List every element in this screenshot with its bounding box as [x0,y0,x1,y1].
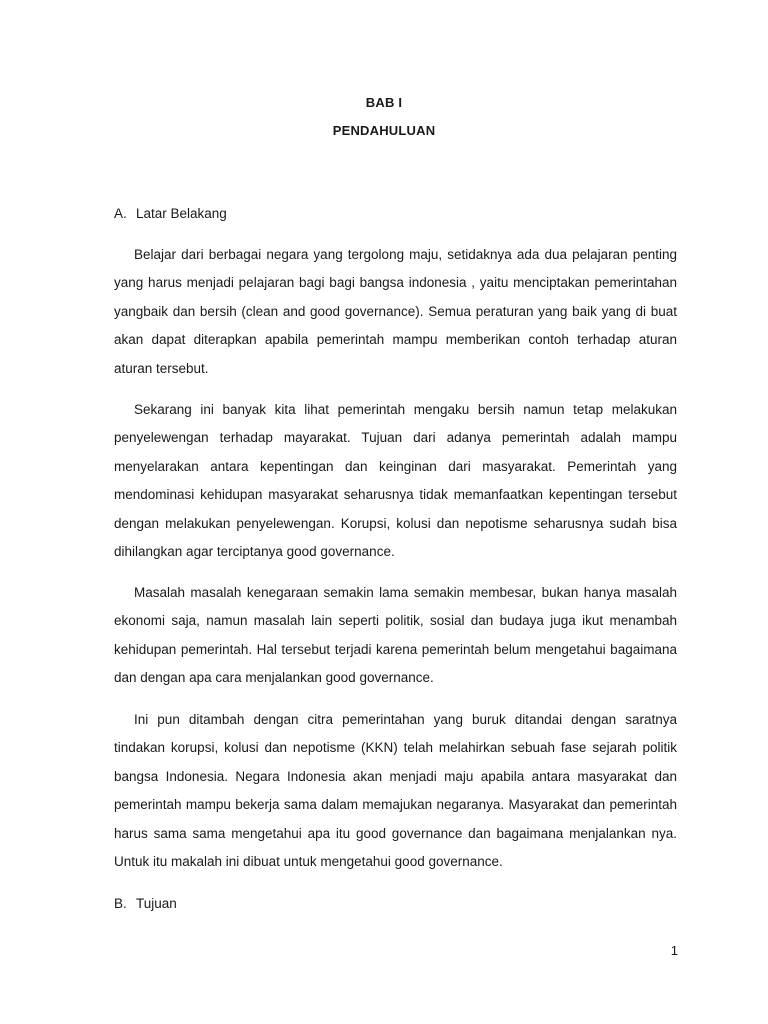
section-marker: B. [114,896,127,911]
chapter-number: BAB I [365,95,403,110]
section-marker: A. [114,206,127,221]
section-title: Latar Belakang [136,206,227,221]
section-heading-a [114,206,227,221]
paragraph: Sekarang ini banyak kita lihat pemerintah mengaku bersih namun tetap melakukan penyelewengan terhadap mayarakat. Tujuan dari adanya pemerintah adalah mampu menyelarakan antara kepentingan dan keinginan dari masyarakat. Pemerintah yang mendominasi kehidupan masyarakat seharusnya tidak memanfaatkan kepentingan tersebut dengan melakukan penyelewengan. Korupsi, kolusi dan nepotisme seharusnya sudah bisa dihilangkan agar terciptanya good governance. [114,402,677,560]
page-number: 1 [670,943,678,958]
paragraph: Masalah masalah kenegaraan semakin lama semakin membesar, bukan hanya masalah ekonomi saja, namun masalah lain seperti politik, sosial dan budaya juga ikut menambah kehidupan pemerintah. Hal tersebut terjadi karena pemerintah belum mengetahui bagaimana dan dengan apa cara menjalankan good governance. [114,585,677,686]
chapter-title: PENDAHULUAN [332,123,436,138]
section-title: Tujuan [136,896,177,911]
paragraph: Belajar dari berbagai negara yang tergolong maju, setidaknya ada dua pelajaran penting yang harus menjadi pelajaran bagi bagi bangsa indonesia , yaitu menciptakan pemerintahan yangbaik dan bersih (clean and good governance). Semua peraturan yang baik yang di buat akan dapat diterapkan apabila pemerintah mampu memberikan contoh terhadap aturan aturan tersebut. [114,247,677,376]
paragraph: Ini pun ditambah dengan citra pemerintahan yang buruk ditandai dengan saratnya tindakan korupsi, kolusi dan nepotisme (KKN) telah melahirkan sebuah fase sejarah politik bangsa Indonesia. Negara Indonesia akan menjadi maju apabila antara masyarakat dan pemerintah mampu bekerja sama dalam memajukan negaranya. Masyarakat dan pemerintah harus sama sama mengetahui apa itu good governance dan bagaimana menjalankan nya. Untuk itu makalah ini dibuat untuk mengetahui good governance. [114,712,677,870]
section-heading-b [114,896,177,911]
